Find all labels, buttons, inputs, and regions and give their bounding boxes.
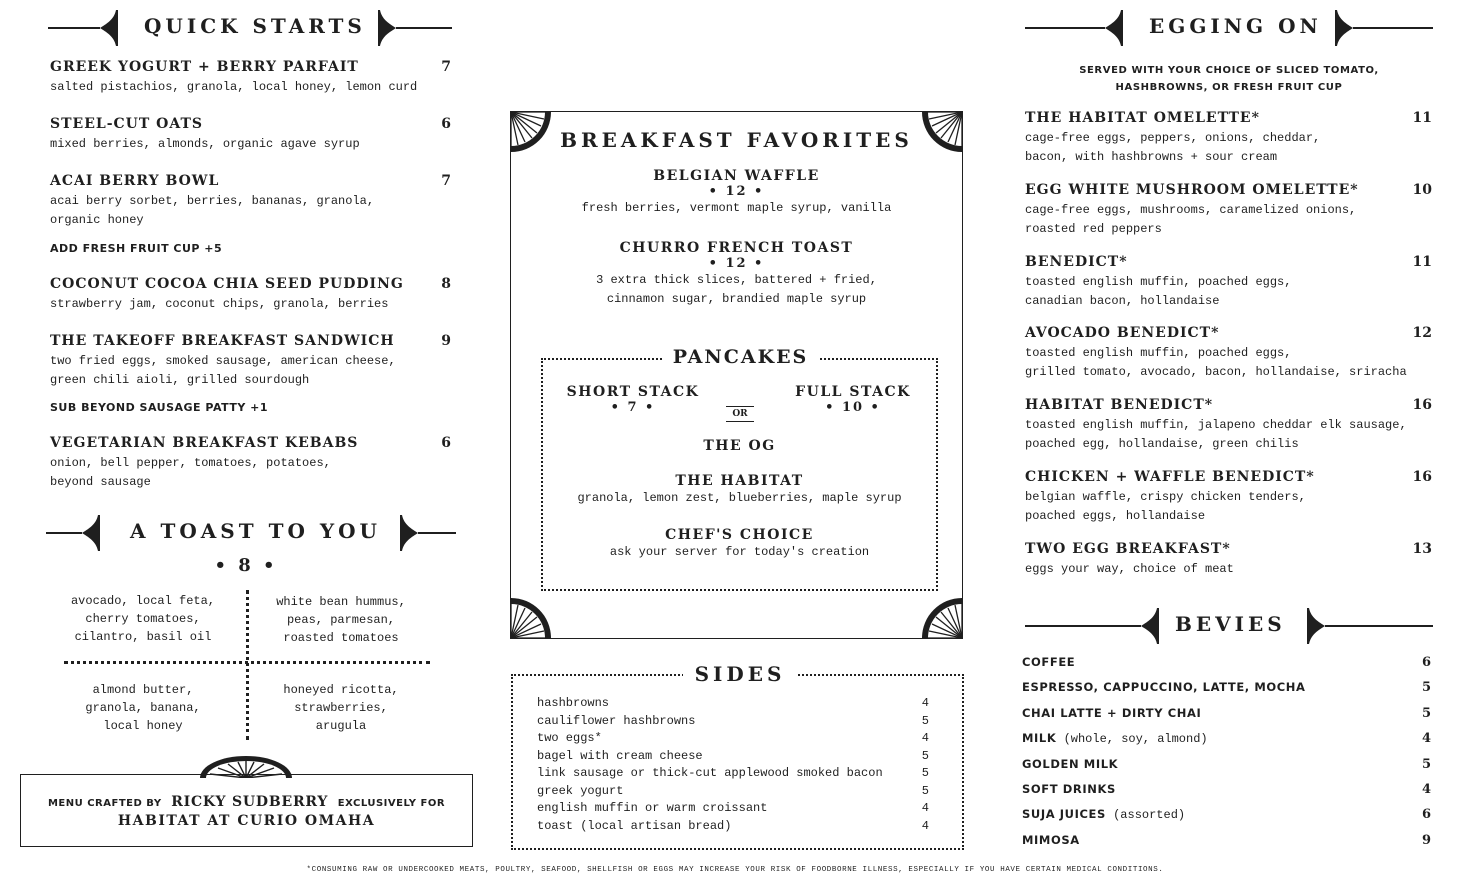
beverage-item: MILK (whole, soy, almond) 4 [1022,731,1431,746]
menu-item: ACAI BERRY BOWL 7 acai berry sorbet, berries, bananas, granola, organic honey [50,173,451,227]
quick-starts-title: QUICK STARTS [144,14,366,38]
flourish-right-icon [400,515,418,551]
venue-name: HABITAT AT CURIO OMAHA [117,813,376,829]
quick-starts-header [48,8,452,48]
toast-option: white bean hummus, peas, parmesan, roasted tomatoes [276,595,406,645]
menu-item: BENEDICT* 11 toasted english muffin, poached eggs, canadian bacon, hollandaise [1025,254,1432,308]
side-item: hashbrowns 4 [537,696,929,710]
menu-item: COCONUT COCOA CHIA SEED PUDDING 8 strawberry jam, coconut chips, granola, berries [50,276,451,311]
beverage-item: MIMOSA 9 [1022,833,1431,848]
beverage-item: ESPRESSO, CAPPUCCINO, LATTE, MOCHA 5 [1022,680,1431,695]
side-item: link sausage or thick-cut applewood smoked bacon 5 [537,766,929,780]
menu-item: GREEK YOGURT + BERRY PARFAIT 7 salted pistachios, granola, local honey, lemon curd [50,59,451,94]
menu-item: BELGIAN WAFFLE • 12 • fresh berries, vermont maple syrup, vanilla [581,168,892,215]
toast-option: avocado, local feta, cherry tomatoes, cilantro, basil oil [70,594,216,644]
short-stack: SHORT STACK • 7 • [566,384,700,415]
toast-option: almond butter, granola, banana, local honey [85,683,201,733]
beverage-item: SUJA JUICES (assorted) 6 [1022,807,1431,822]
toast-header [46,513,456,553]
menu-item: CHEF'S CHOICE ask your server for today's creation [609,527,870,559]
bevies-title: BEVIES [1175,612,1286,636]
full-stack: FULL STACK • 10 • [795,384,911,415]
toast-divider [64,661,430,664]
chef-name: RICKY SUDBERRY [171,794,329,810]
side-item: bagel with cream cheese 5 [537,749,929,763]
fan-corner-icon [511,598,551,638]
toast-title: A TOAST TO YOU [130,519,381,543]
flourish-left-icon [1141,608,1159,644]
fan-corner-icon [922,598,962,638]
flourish-right-icon [1335,10,1353,46]
flourish-left-icon [100,10,118,46]
side-item: greek yogurt 5 [537,784,929,798]
bevies-header [1025,606,1433,646]
menu-item: THE HABITAT OMELETTE* 11 cage-free eggs, peppers, onions, cheddar, bacon, with hashbrowns + sour cream [1025,110,1432,164]
flourish-right-icon [1307,608,1325,644]
menu-item: THE HABITAT granola, lemon zest, blueberries, maple syrup [577,473,902,505]
side-item: cauliflower hashbrowns 5 [537,714,929,728]
flourish-left-icon [82,515,100,551]
pancakes-title: PANCAKES [663,346,818,368]
side-item: english muffin or warm croissant 4 [537,801,929,815]
beverage-item: SOFT DRINKS 4 [1022,782,1431,797]
menu-item: VEGETARIAN BREAKFAST KEBABS 6 onion, bell pepper, tomatoes, potatoes, beyond sausage [50,435,451,489]
flourish-right-icon [378,10,396,46]
addon-note: ADD FRESH FRUIT CUP +5 [50,242,223,255]
menu-item: HABITAT BENEDICT* 16 toasted english muffin, jalapeno cheddar elk sausage, poached egg, hollandaise, green chilis [1025,397,1432,451]
pancakes-box [541,346,938,591]
toast-price: • 8 • [214,555,278,576]
sides-box [511,662,964,850]
bevies-list [1022,655,1431,855]
menu-item: THE TAKEOFF BREAKFAST SANDWICH 9 two fried eggs, smoked sausage, american cheese, green chili aioli, grilled sourdough [50,333,451,387]
beverage-item: GOLDEN MILK 5 [1022,757,1431,772]
menu-item: STEEL-CUT OATS 6 mixed berries, almonds, organic agave syrup [50,116,451,151]
sides-list [537,696,929,846]
sides-title: SIDES [683,662,797,686]
credit-box: MENU CRAFTED BY RICKY SUDBERRY EXCLUSIVELY FOR HABITAT AT CURIO OMAHA [20,774,473,847]
egging-on-header [1025,8,1433,48]
side-item: toast (local artisan bread) 4 [537,819,929,833]
egging-on-note: SERVED WITH YOUR CHOICE OF SLICED TOMATO, HASHBROWNS, OR FRESH FRUIT CUP [1079,65,1379,93]
favorites-title: BREAKFAST FAVORITES [560,128,913,152]
toast-divider [246,590,249,740]
menu-item: TWO EGG BREAKFAST* 13 eggs your way, choice of meat [1025,541,1432,576]
beverage-item: COFFEE 6 [1022,655,1431,670]
toast-option: honeyed ricotta, strawberries, arugula [283,683,399,733]
menu-item: CHURRO FRENCH TOAST • 12 • 3 extra thick slices, battered + fried, cinnamon sugar, brandied maple syrup [596,240,877,306]
favorites-box [510,111,963,639]
flourish-left-icon [1105,10,1123,46]
menu-item: CHICKEN + WAFFLE BENEDICT* 16 belgian waffle, crispy chicken tenders, poached eggs, hollandaise [1025,469,1432,523]
beverage-item: CHAI LATTE + DIRTY CHAI 5 [1022,706,1431,721]
or-label: OR [726,406,754,422]
menu-item: EGG WHITE MUSHROOM OMELETTE* 10 cage-free eggs, mushrooms, caramelized onions, roasted red peppers [1025,182,1432,236]
side-item: two eggs* 4 [537,731,929,745]
addon-note: SUB BEYOND SAUSAGE PATTY +1 [50,401,269,414]
the-og: THE OG [703,438,776,454]
menu-item: AVOCADO BENEDICT* 12 toasted english muffin, poached eggs, grilled tomato, avocado, bacon, hollandaise, sriracha [1025,325,1432,379]
egging-on-title: EGGING ON [1149,14,1322,38]
footnote: *CONSUMING RAW OR UNDERCOOKED MEATS, POULTRY, SEAFOOD, SHELLFISH OR EGGS MAY INCREASE YOUR RISK OF FOODBORNE ILLNESS, ESPECIALLY IF YOU HAVE CERTAIN MEDICAL CONDITIONS. [306,866,1164,874]
